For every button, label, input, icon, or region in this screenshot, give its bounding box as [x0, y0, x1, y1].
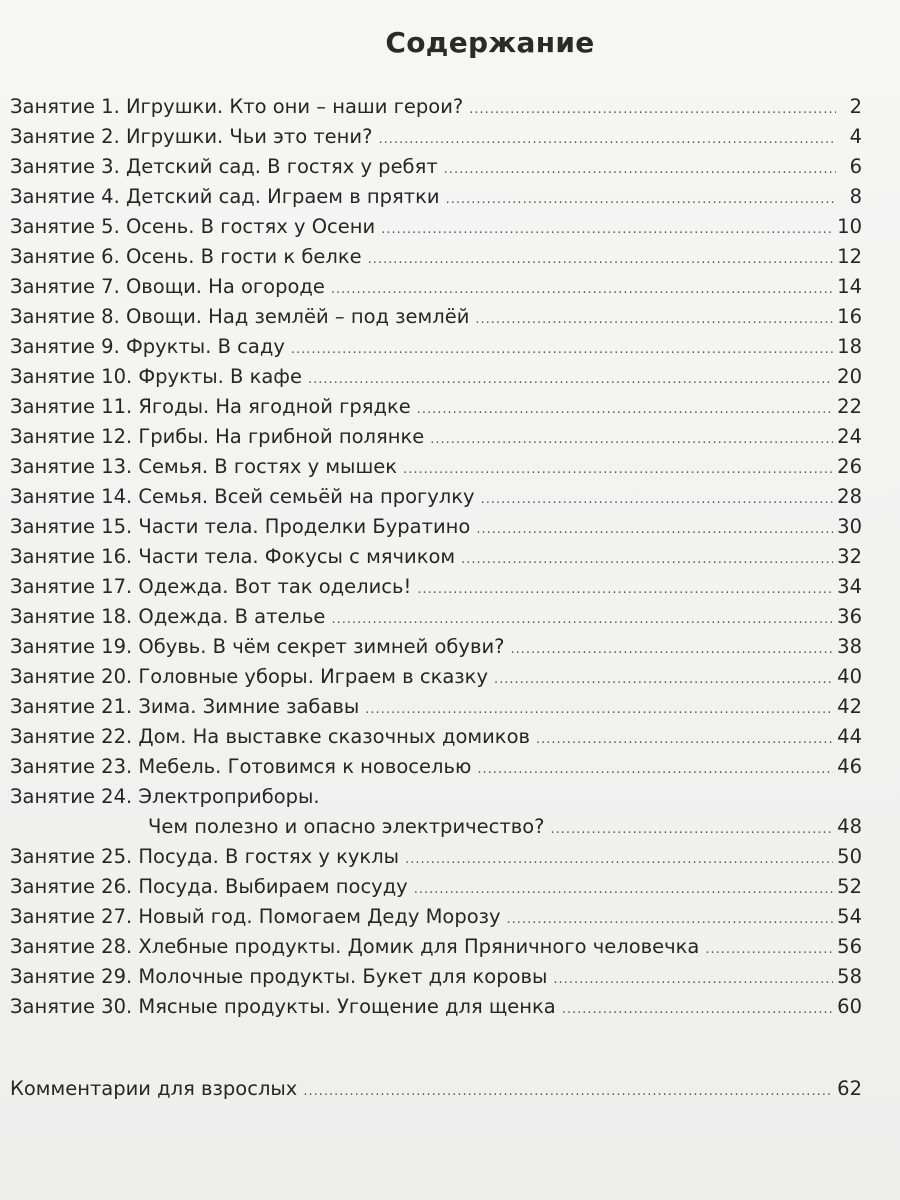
toc-entry-text: Занятие 16. Части тела. Фокусы с мячиком — [10, 545, 456, 568]
toc-entry-text: Занятие 7. Овощи. На огороде — [10, 275, 325, 298]
dot-leader — [494, 665, 833, 695]
toc-entry — [10, 242, 862, 272]
toc-entry — [10, 182, 862, 212]
toc-entry — [10, 902, 862, 932]
toc-page-number: 22 — [837, 395, 862, 418]
toc-entry-text: Занятие 8. Овощи. Над землёй – под землёй — [10, 305, 470, 328]
toc-entry-text: Занятие 21. Зима. Зимние забавы — [10, 695, 360, 718]
toc-page-number: 54 — [837, 905, 862, 928]
toc-entry-text: Занятие 1. Игрушки. Кто они – наши герои? — [10, 95, 464, 118]
toc-entry-text: Комментарии для взрослых — [10, 1077, 298, 1100]
dot-leader — [403, 455, 833, 485]
toc-page-number: 58 — [837, 965, 862, 988]
toc-entry-text: Занятие 10. Фрукты. В кафе — [10, 365, 302, 388]
dot-leader — [381, 215, 833, 245]
toc-entry — [10, 572, 862, 602]
toc-entry — [10, 392, 862, 422]
toc-entry-text: Занятие 2. Игрушки. Чьи это тени? — [10, 125, 373, 148]
toc-entry-text: Занятие 30. Мясные продукты. Угощение для щенка — [10, 995, 556, 1018]
toc-entry — [10, 782, 862, 812]
toc-entry — [10, 722, 862, 752]
toc-page-number: 26 — [837, 455, 862, 478]
toc-page-number: 40 — [837, 665, 862, 688]
toc-entry — [10, 92, 862, 122]
toc-entry — [10, 632, 862, 662]
toc-entry — [10, 452, 862, 482]
toc-page-number: 8 — [849, 185, 862, 208]
toc-page-number: 60 — [837, 995, 862, 1018]
dot-leader — [536, 725, 833, 755]
toc-page-number: 42 — [837, 695, 862, 718]
dot-leader — [481, 485, 834, 515]
dot-leader — [430, 425, 833, 455]
toc-entry-text: Занятие 5. Осень. В гостях у Осени — [10, 215, 376, 238]
toc-entry — [10, 602, 862, 632]
toc-entry-text: Занятие 22. Дом. На выставке сказочных домиков — [10, 725, 530, 748]
toc-entry-text: Занятие 27. Новый год. Помогаем Деду Морозу — [10, 905, 501, 928]
dot-leader — [475, 305, 833, 335]
dot-leader — [331, 605, 833, 635]
toc-entry — [10, 992, 862, 1022]
toc-entry — [10, 932, 862, 962]
toc-page-number: 62 — [837, 1077, 862, 1100]
toc-entry-text: Занятие 11. Ягоды. На ягодной грядке — [10, 395, 411, 418]
toc-page-number: 36 — [837, 605, 862, 628]
dot-leader — [476, 515, 833, 545]
toc-page-number: 30 — [837, 515, 862, 538]
toc-entry — [10, 152, 862, 182]
dot-leader — [303, 1077, 833, 1107]
toc-entry — [10, 122, 862, 152]
toc-entry-text: Занятие 29. Молочные продукты. Букет для коровы — [10, 965, 548, 988]
dot-leader — [469, 95, 836, 125]
toc-entry-text: Занятие 13. Семья. В гостях у мышек — [10, 455, 398, 478]
dot-leader — [331, 275, 833, 305]
dot-leader — [562, 995, 833, 1025]
toc-page-number: 16 — [837, 305, 862, 328]
table-of-contents — [10, 92, 862, 1022]
dot-leader — [705, 935, 833, 965]
toc-entry-text: Занятие 28. Хлебные продукты. Домик для Пряничного человечка — [10, 935, 700, 958]
dot-leader — [444, 155, 836, 185]
toc-entry — [10, 752, 862, 782]
toc-entry — [10, 272, 862, 302]
dot-leader — [368, 245, 834, 275]
toc-entry-text: Занятие 4. Детский сад. Играем в прятки — [10, 185, 440, 208]
toc-entry-text: Занятие 25. Посуда. В гостях у куклы — [10, 845, 400, 868]
toc-entry-comments — [10, 1074, 862, 1104]
toc-page-number: 14 — [837, 275, 862, 298]
toc-entry-text: Занятие 6. Осень. В гости к белке — [10, 245, 362, 268]
toc-entry-text: Занятие 3. Детский сад. В гостях у ребят — [10, 155, 438, 178]
toc-page-number: 12 — [837, 245, 862, 268]
toc-entry-text: Занятие 19. Обувь. В чём секрет зимней обуви? — [10, 635, 505, 658]
dot-leader — [477, 755, 833, 785]
toc-page-number: 32 — [837, 545, 862, 568]
toc-page-number: 28 — [837, 485, 862, 508]
toc-entry-text: Чем полезно и опасно электричество? — [148, 815, 545, 838]
dot-leader — [414, 875, 833, 905]
toc-entry-text: Занятие 20. Головные уборы. Играем в сказку — [10, 665, 488, 688]
toc-entry-text: Занятие 17. Одежда. Вот так оделись! — [10, 575, 412, 598]
toc-page-number: 48 — [837, 815, 862, 838]
dot-leader — [461, 545, 833, 575]
dot-leader — [291, 335, 833, 365]
toc-entry — [10, 362, 862, 392]
dot-leader — [550, 815, 833, 845]
toc-entry — [10, 422, 862, 452]
toc-page-number: 20 — [837, 365, 862, 388]
toc-entry — [10, 332, 862, 362]
toc-page-number: 6 — [849, 155, 862, 178]
toc-entry — [10, 962, 862, 992]
toc-entry — [10, 482, 862, 512]
toc-entry-text: Занятие 26. Посуда. Выбираем посуду — [10, 875, 408, 898]
toc-page-number: 24 — [837, 425, 862, 448]
page-title: Содержание — [385, 26, 595, 59]
toc-page-number: 44 — [837, 725, 862, 748]
toc-page-number: 50 — [837, 845, 862, 868]
toc-entry — [10, 512, 862, 542]
toc-entry — [10, 212, 862, 242]
toc-entry-text: Занятие 23. Мебель. Готовимся к новоселью — [10, 755, 472, 778]
toc-entry-text: Занятие 9. Фрукты. В саду — [10, 335, 285, 358]
toc-entry-text: Занятие 14. Семья. Всей семьёй на прогулку — [10, 485, 475, 508]
dot-leader — [308, 365, 833, 395]
dot-leader — [446, 185, 836, 215]
dot-leader — [405, 845, 833, 875]
toc-entry-text: Занятие 15. Части тела. Проделки Буратино — [10, 515, 471, 538]
toc-entry — [10, 662, 862, 692]
toc-page-number: 56 — [837, 935, 862, 958]
toc-page-number: 2 — [849, 95, 862, 118]
toc-entry-continuation — [10, 812, 862, 842]
toc-page-number: 4 — [849, 125, 862, 148]
dot-leader — [417, 395, 833, 425]
toc-entry — [10, 542, 862, 572]
dot-leader — [378, 125, 836, 155]
toc-page-number: 52 — [837, 875, 862, 898]
toc-page-number: 38 — [837, 635, 862, 658]
toc-entry-text: Занятие 12. Грибы. На грибной полянке — [10, 425, 425, 448]
toc-entry-text: Занятие 18. Одежда. В ателье — [10, 605, 326, 628]
dot-leader — [365, 695, 833, 725]
toc-entry — [10, 872, 862, 902]
dot-leader — [510, 635, 833, 665]
toc-page-number: 34 — [837, 575, 862, 598]
toc-entry — [10, 692, 862, 722]
toc-entry — [10, 302, 862, 332]
toc-page-number: 10 — [837, 215, 862, 238]
dot-leader — [417, 575, 833, 605]
dot-leader — [553, 965, 833, 995]
toc-page-number: 46 — [837, 755, 862, 778]
dot-leader — [507, 905, 834, 935]
toc-entry — [10, 842, 862, 872]
toc-page-number: 18 — [837, 335, 862, 358]
toc-entry-text: Занятие 24. Электроприборы. — [10, 785, 320, 808]
